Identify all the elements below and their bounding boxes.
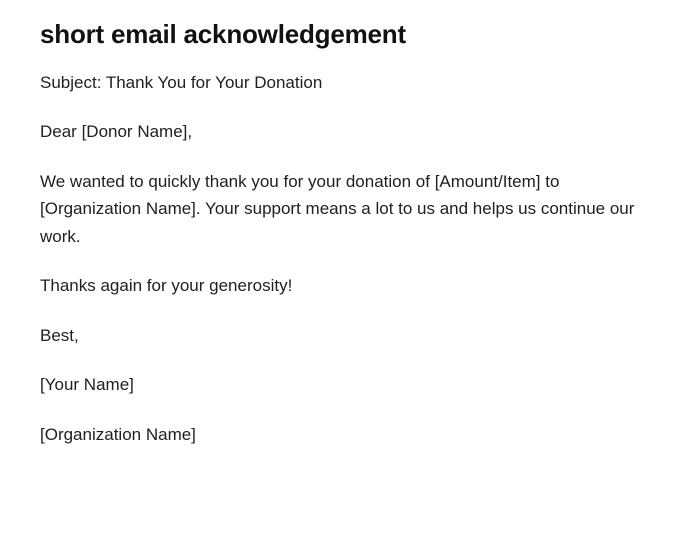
email-signoff: Best, — [40, 325, 79, 345]
page-title: short email acknowledgement — [40, 19, 406, 49]
email-sender-organization: [Organization Name] — [40, 424, 196, 444]
email-closing-thanks: Thanks again for your generosity! — [40, 276, 293, 296]
email-salutation: Dear [Donor Name], — [40, 122, 193, 142]
email-sender-name: [Your Name] — [40, 375, 134, 395]
email-body-paragraph: We wanted to quickly thank you for your donation of [Amount/Item] to [Organization Name]. Your support means a lot to us and helps us continue our work. — [40, 171, 635, 246]
email-subject-line: Subject: Thank You for Your Donation — [40, 72, 323, 92]
